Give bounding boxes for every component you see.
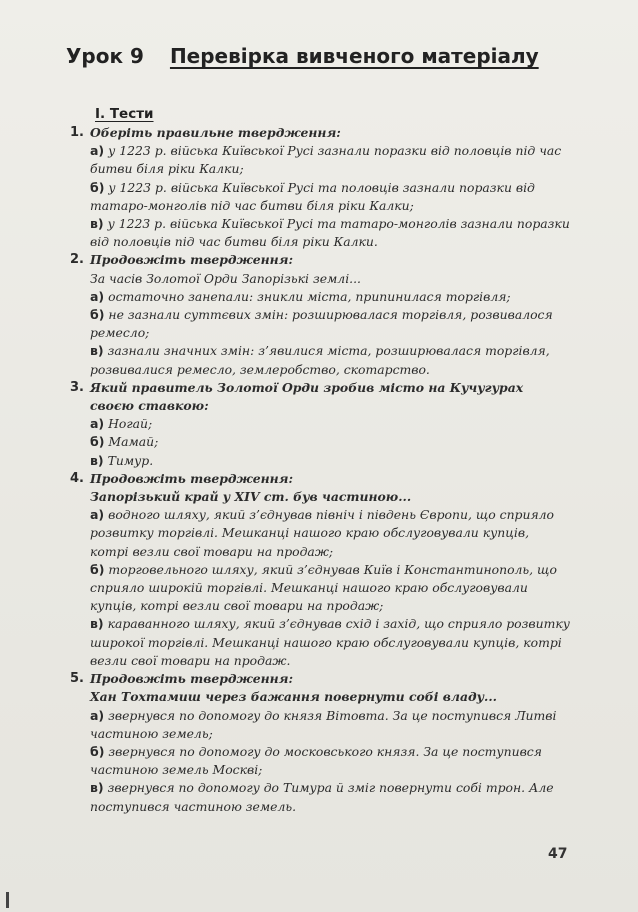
question-text: Продовжіть твердження: (90, 252, 294, 268)
question-text: Продовжіть твердження: (90, 671, 294, 687)
question-stem: Запорізький край у XIV ст. був частиною... (90, 489, 412, 505)
option-text: караванного шляху, який з’єднував схід і захід, що сприяло розвитку широкої торгівлі. Мешканці нашого краю обслуговували купців, котрі везли свої товари на продаж. (90, 616, 570, 668)
option-letter: а) (90, 416, 105, 432)
option-text: Ногай; (108, 416, 153, 432)
answer-option (90, 615, 570, 670)
answer-option (90, 415, 570, 433)
question-item (70, 379, 570, 470)
option-text: звернувся по допомогу до Тимура й зміг повернути собі трон. Але поступився частиною земель. (90, 780, 554, 814)
answer-option (90, 779, 570, 815)
option-text: звернувся по допомогу до московського князя. За це поступився частиною земель Москві; (90, 743, 542, 778)
answer-option (90, 452, 570, 470)
question-item (70, 251, 570, 378)
question-item (70, 124, 570, 251)
option-text: остаточно занепали: зникли міста, припинилася торгівля; (108, 288, 511, 304)
option-text: у 1223 р. війська Київської Русі зазнали поразки від половців під час битви біля ріки Калки; (90, 143, 562, 177)
option-text: торговельного шляху, який з’єднував Київ і Константинополь, що сприяло широкій торгівлі. Мешканці нашого краю обслуговували купців, котрі везли свої товари на продаж; (90, 561, 557, 614)
answer-option (90, 561, 570, 616)
lesson-header (66, 44, 576, 68)
lesson-number: Урок 9 (66, 44, 144, 68)
question-number: 3. (70, 379, 84, 395)
answer-option (90, 743, 570, 779)
answer-option (90, 707, 570, 743)
question-number: 4. (70, 470, 84, 486)
answer-option (90, 215, 570, 251)
question-number: 1. (70, 125, 84, 140)
section-heading: І. Тести (95, 106, 154, 122)
question-text: Продовжіть твердження: (90, 470, 294, 486)
option-letter: в) (90, 616, 104, 632)
option-letter: в) (90, 780, 104, 796)
option-letter: б) (90, 434, 105, 450)
question-text: Який правитель Золотої Орди зробив місто на Кучугурах своєю ставкою: (90, 379, 524, 414)
lesson-title: Перевірка вивченого матеріалу (169, 44, 539, 68)
option-text: у 1223 р. війська Київської Русі та половців зазнали поразки від татаро-монголів під час битви біля ріки Калки; (90, 179, 535, 213)
option-letter: а) (90, 288, 105, 304)
questions-list (70, 124, 570, 816)
page-number: 47 (548, 846, 568, 862)
option-letter: в) (90, 343, 104, 359)
option-letter: а) (90, 707, 105, 723)
option-letter: б) (90, 561, 105, 577)
question-number: 5. (70, 671, 84, 687)
question-stem: Хан Тохтамиш через бажання повернути собі владу... (90, 689, 497, 705)
question-item (70, 670, 570, 816)
option-text: у 1223 р. війська Київської Русі та татаро-монголів зазнали поразки від половців під час битви біля ріки Калки. (90, 216, 570, 250)
answer-option (90, 142, 570, 178)
option-text: Тимур. (107, 452, 154, 468)
answer-option (90, 342, 570, 378)
question-body (90, 379, 570, 470)
answer-option (90, 433, 570, 451)
answer-option (90, 179, 570, 215)
question-body (90, 670, 570, 816)
answer-option (90, 288, 570, 306)
option-text: звернувся по допомогу до князя Вітовта. За це поступився Литві частиною земель; (90, 707, 557, 741)
question-number: 2. (70, 252, 84, 268)
option-text: зазнали значних змін: з’явилися міста, розширювалася торгівля, розвивалися ремесло, землеробство, скотарство. (90, 343, 550, 377)
option-letter: в) (90, 216, 104, 232)
question-body (90, 470, 570, 670)
answer-option (90, 306, 570, 342)
question-body (90, 124, 570, 251)
option-text: не зазнали суттєвих змін: розширювалася торгівля, розвивалося ремесло; (90, 307, 553, 341)
question-item (70, 470, 570, 670)
question-text: Оберіть правильне твердження: (90, 125, 341, 140)
option-letter: в) (90, 452, 104, 468)
option-letter: б) (90, 179, 105, 195)
option-text: Мамай; (108, 434, 159, 450)
option-letter: б) (90, 743, 105, 759)
option-letter: б) (90, 307, 105, 323)
answer-option (90, 506, 570, 561)
option-letter: а) (90, 143, 105, 159)
question-body (90, 251, 570, 378)
option-letter: а) (90, 507, 105, 523)
question-stem: За часів Золотої Орди Запорізькі землі... (90, 270, 361, 286)
margin-mark (6, 892, 9, 908)
option-text: водного шляху, який з’єднував північ і південь Європи, що сприяло розвитку торгівлі. Мешканці нашого краю обслуговували купців, котрі везли свої товари на продаж; (90, 507, 555, 559)
